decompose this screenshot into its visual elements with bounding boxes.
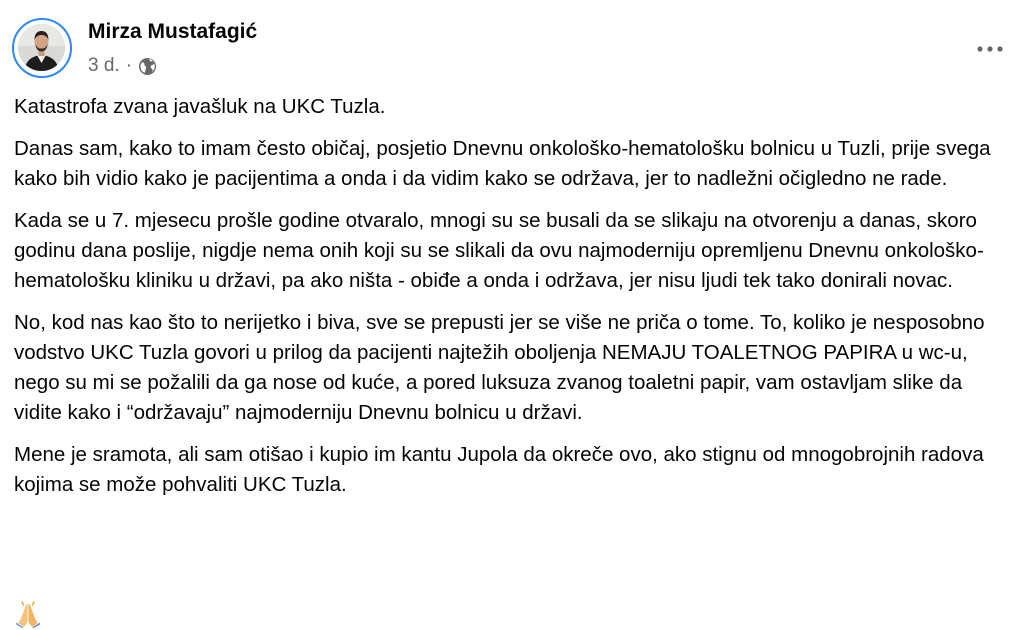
post-header bbox=[12, 18, 1012, 82]
post-meta bbox=[88, 54, 157, 78]
avatar-story-ring[interactable] bbox=[12, 18, 72, 78]
post-text bbox=[14, 92, 1014, 512]
author-name[interactable]: Mirza Mustafagić bbox=[88, 20, 258, 43]
post-timestamp[interactable]: 3 d. bbox=[88, 55, 120, 76]
more-options-button[interactable] bbox=[970, 32, 1010, 66]
post-paragraph: Kada se u 7. mjesecu prošle godine otvaralo, mnogi su se busali da se slikaju na otvorenju a danas, skoro godinu dana poslije, nigdje nema onih koji su se slikali da ovu najmoderniju opremljenu Dnevnu onkološko-hematološku kliniku u državi, pa ako ništa - obiđe a onda i održava, jer nisu ljudi tek tako donirali novac. bbox=[14, 209, 984, 292]
post-paragraph: Mene je sramota, ali sam otišao i kupio im kantu Jupola da okreče ovo, ako stignu od mnogobrojnih radova kojima se može pohvaliti UKC Tuzla. bbox=[14, 443, 984, 496]
globe-icon[interactable] bbox=[138, 57, 157, 76]
profile-photo bbox=[18, 24, 65, 71]
more-options-icon bbox=[976, 45, 1004, 53]
post-paragraph: Danas sam, kako to imam često običaj, posjetio Dnevnu onkološko-hematološku bolnicu u Tuzli, prije svega kako bih vidio kako je pacijentima a onda i da vidim kako se održava, jer to nadležni očigledno ne rade. bbox=[14, 137, 991, 190]
avatar[interactable] bbox=[18, 24, 65, 71]
post-paragraph: No, kod nas kao što to nerijetko i biva, sve se prepusti jer se više ne priča o tome. To, koliko je nesposobno vodstvo UKC Tuzla govori u prilog da pacijenti najtežih oboljenja NEMAJU TOALETNOG PAPIRA u wc-u, nego su mi se požalili da ga nose od kuće, a pored luksuza zvanog toaletni papir, vam ostavljam slike da vidite kako i “održavaju” najmoderniju Dnevnu bolnicu u državi. bbox=[14, 311, 985, 424]
folded-hands-icon bbox=[13, 598, 43, 628]
meta-separator: · bbox=[125, 55, 133, 76]
post-paragraph: Katastrofa zvana javašluk na UKC Tuzla. bbox=[14, 95, 386, 118]
